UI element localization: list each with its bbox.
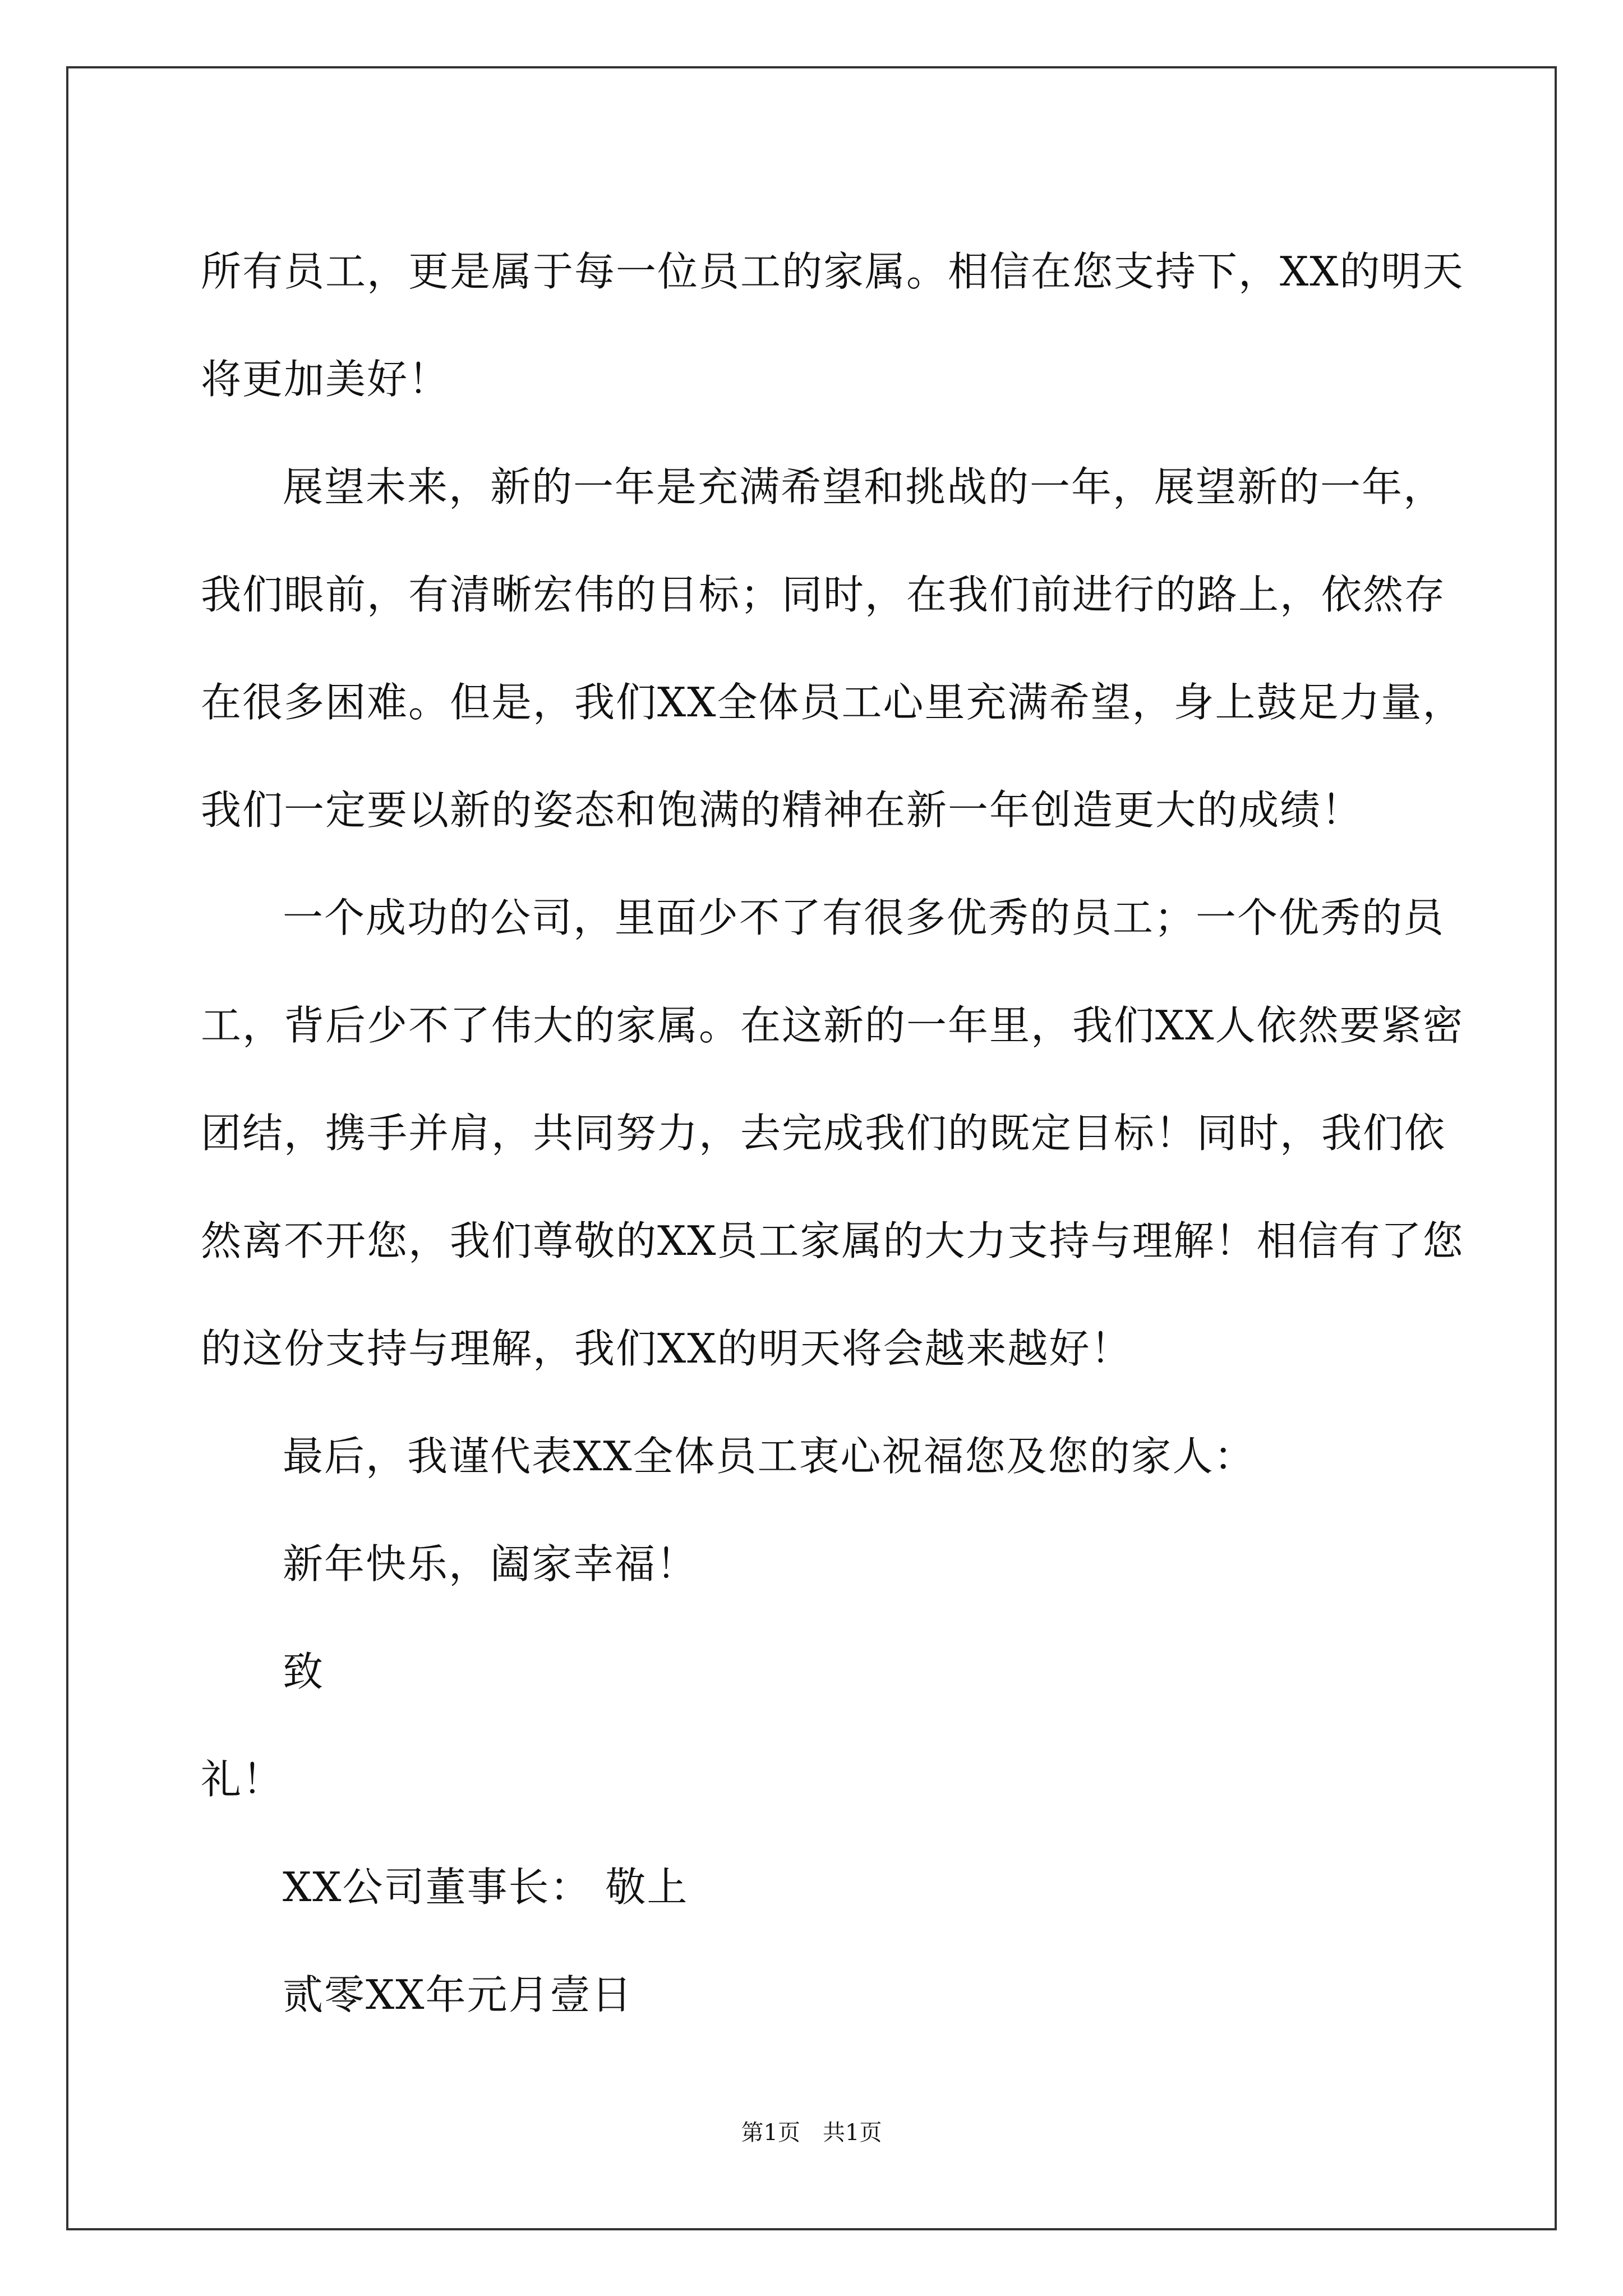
- text-line: 将更加美好！: [201, 356, 450, 403]
- signature: XX公司董事长： 敬上: [283, 1864, 689, 1911]
- salutation-li: 礼！: [201, 1756, 284, 1803]
- new-year-greeting: 新年快乐，阖家幸福！: [283, 1540, 698, 1588]
- closing-wish: 最后，我谨代表XX全体员工衷心祝福您及您的家人：: [283, 1433, 1256, 1480]
- text-line: 的这份支持与理解，我们XX的明天将会越来越好！: [201, 1325, 1132, 1372]
- date-line: 贰零XX年元月壹日: [283, 1971, 633, 2018]
- text-line: 然离不开您，我们尊敬的XX员工家属的大力支持与理解！相信有了您: [201, 1217, 1464, 1264]
- salutation-zhi: 致: [283, 1648, 325, 1695]
- text-line: 所有员工，更是属于每一位员工的家属。相信在您支持下，XX的明天: [201, 248, 1464, 295]
- text-line: 团结，携手并肩，共同努力，去完成我们的既定目标！同时，我们依: [201, 1110, 1446, 1157]
- text-line: 一个成功的公司，里面少不了有很多优秀的员工；一个优秀的员: [283, 894, 1445, 941]
- document-body: [201, 218, 1464, 2049]
- text-line: 在很多困难。但是，我们XX全体员工心里充满希望，身上鼓足力量，: [201, 679, 1464, 726]
- text-line: 展望未来，新的一年是充满希望和挑战的一年，展望新的一年，: [283, 463, 1445, 510]
- text-line: 工，背后少不了伟大的家属。在这新的一年里，我们XX人依然要紧密: [201, 1002, 1464, 1049]
- page-footer: 第1页 共1页: [741, 2120, 882, 2146]
- text-line: 我们眼前，有清晰宏伟的目标；同时，在我们前进行的路上，依然存: [201, 571, 1446, 618]
- text-line: 我们一定要以新的姿态和饱满的精神在新一年创造更大的成绩！: [201, 786, 1363, 834]
